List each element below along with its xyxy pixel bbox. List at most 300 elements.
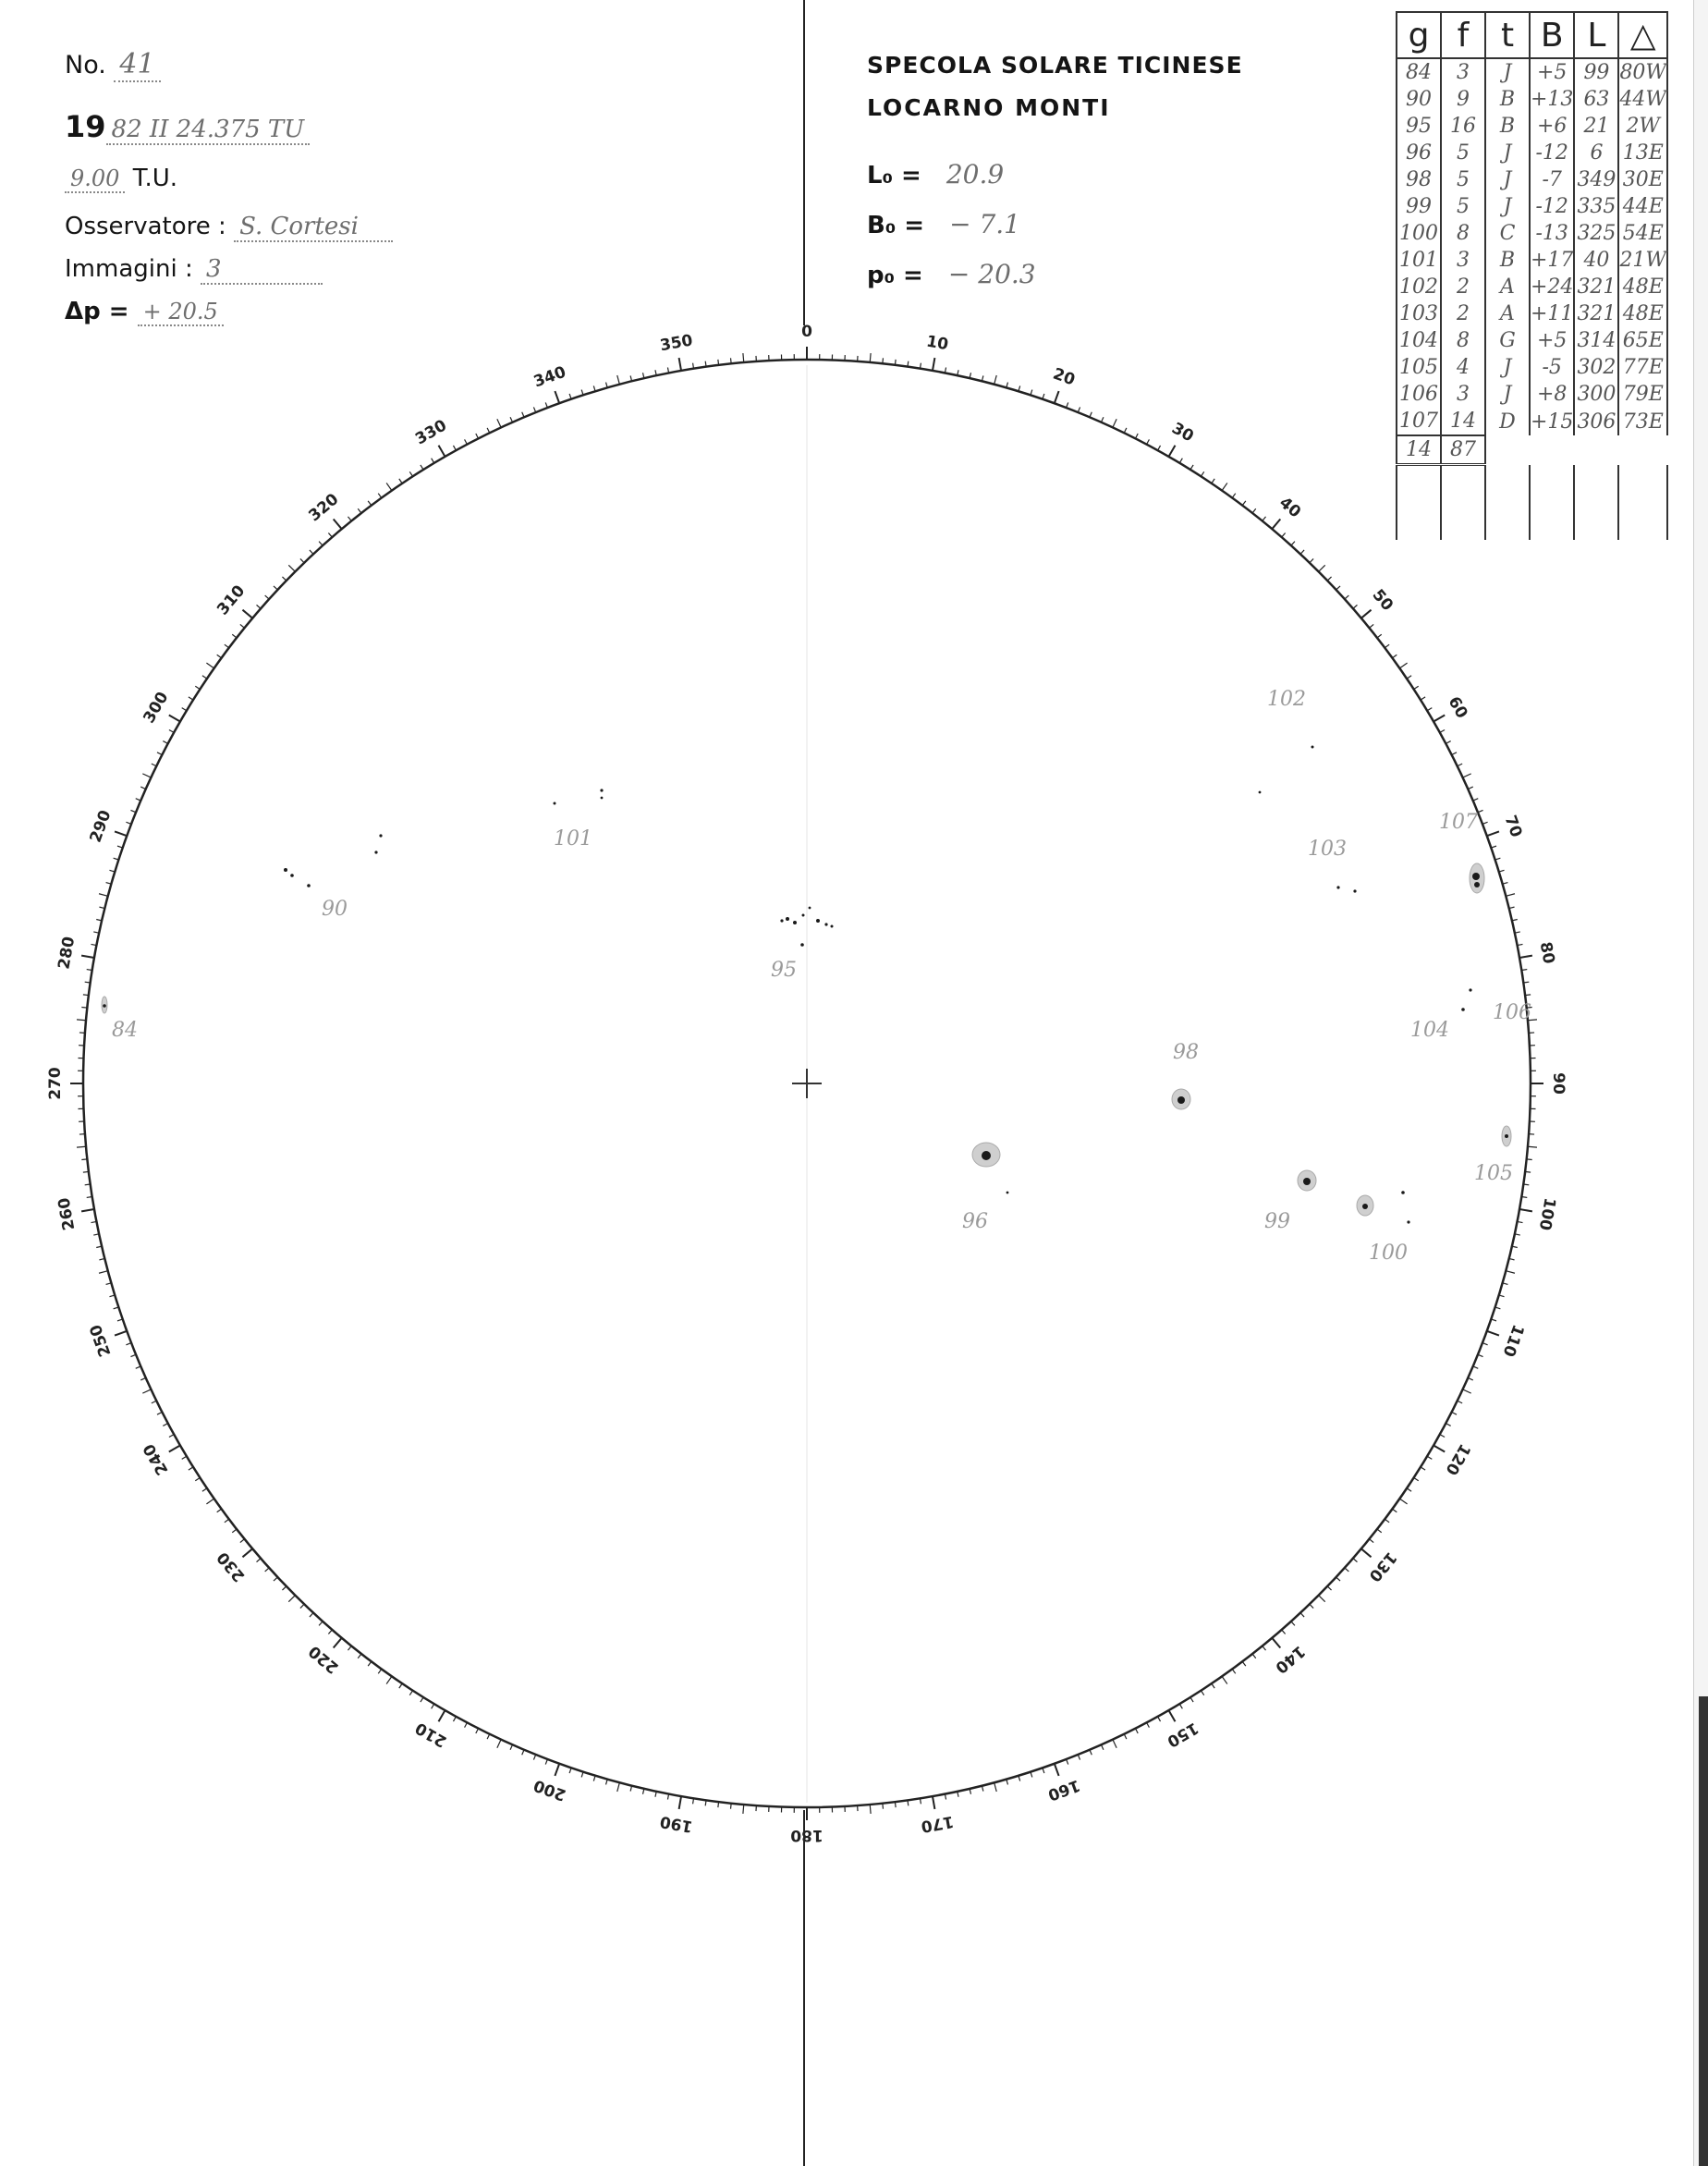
dial-tick (1169, 1710, 1176, 1721)
dial-tick (1222, 483, 1227, 490)
dial-tick (1055, 391, 1059, 403)
dial-tick (743, 1805, 744, 1814)
dial-tick (1392, 1509, 1397, 1512)
dial-tick (679, 358, 681, 371)
table-cell: 99 (1574, 58, 1618, 86)
dial-label: 80 (1535, 940, 1558, 966)
dial-tick (109, 870, 115, 872)
table-cell: 104 (1397, 327, 1441, 354)
table-cell: 100 (1397, 220, 1441, 247)
dial-tick (1463, 774, 1471, 777)
dial-tick (1327, 1586, 1331, 1590)
dial-tick (142, 774, 151, 777)
dial-label: 10 (924, 332, 950, 355)
dial-tick (1327, 577, 1331, 581)
table-cell: 321 (1574, 300, 1618, 327)
dial-tick (1385, 1519, 1389, 1523)
dial-tick (358, 508, 361, 513)
table-cell: 16 (1441, 113, 1485, 140)
dial-tick (421, 1697, 423, 1702)
table-cell: 96 (1397, 140, 1441, 166)
dial-tick (1242, 501, 1246, 506)
dial-tick (870, 1805, 871, 1814)
dial-tick (368, 501, 372, 506)
dial-tick (432, 459, 434, 463)
col-t: t (1485, 12, 1530, 58)
dial-tick (1427, 1456, 1432, 1459)
dial-label: 210 (412, 1718, 450, 1751)
dial-tick (157, 753, 162, 755)
dial-tick (1222, 1676, 1227, 1683)
dial-tick (870, 353, 871, 362)
dial-label: 200 (531, 1775, 569, 1805)
dial-tick (257, 605, 262, 608)
dial-tick (743, 353, 744, 362)
L0-value: 20.9 (946, 159, 1005, 190)
sunspot-umbra (554, 802, 556, 805)
dial-tick (895, 1802, 896, 1807)
dial-tick (386, 483, 392, 490)
table-cell: 5 (1441, 140, 1485, 166)
sunspot-umbra (1312, 746, 1314, 749)
dial-tick (994, 1782, 997, 1792)
table-cell: 79E (1618, 381, 1667, 408)
sunspot-umbra (379, 834, 382, 837)
table-cell: 30E (1618, 166, 1667, 193)
dial-tick (487, 1734, 490, 1739)
table-cell: 8 (1441, 327, 1485, 354)
dial-tick (908, 361, 909, 367)
dial-tick (1506, 1271, 1515, 1274)
table-cell: 8 (1441, 220, 1485, 247)
table-cell: -7 (1530, 166, 1574, 193)
P0-value: − 20.3 (947, 259, 1036, 289)
dial-tick (1446, 741, 1450, 744)
dial-tick (1282, 533, 1286, 538)
group-number-label: 105 (1474, 1162, 1513, 1185)
sunspot-umbra (1353, 889, 1356, 892)
dial-label: 40 (1275, 493, 1305, 522)
dial-tick (1310, 1604, 1313, 1608)
no-value: 41 (114, 48, 160, 82)
group-number-label: 103 (1308, 838, 1347, 861)
table-cell: 107 (1397, 408, 1441, 435)
table-cell: 321 (1574, 274, 1618, 300)
sunspot-umbra (600, 789, 603, 791)
table-cell: 349 (1574, 166, 1618, 193)
dial-tick (1353, 605, 1358, 608)
dial-label: 180 (790, 1826, 824, 1844)
dial-tick (282, 1586, 286, 1590)
dial-tick (1463, 1389, 1471, 1393)
dial-tick (731, 358, 732, 363)
dial-label: 140 (1271, 1641, 1309, 1677)
dial-tick (85, 982, 91, 983)
institution-location: LOCARNO MONTI (867, 94, 1111, 121)
sunspot-umbra (780, 919, 783, 922)
dial-tick (310, 1613, 313, 1617)
col-L: L (1574, 12, 1618, 58)
sunspot-umbra (1407, 1220, 1409, 1223)
dial-tick (1263, 1646, 1266, 1651)
table-cell: D (1485, 408, 1530, 435)
group-number-label: 106 (1493, 1001, 1531, 1024)
dial-tick (83, 1171, 89, 1172)
table-cell: 21W (1619, 249, 1667, 272)
dial-tick (310, 550, 313, 554)
table-cell: 101 (1397, 247, 1441, 274)
table-cell: 48E (1618, 300, 1667, 327)
sunspot-umbra (1472, 873, 1480, 880)
table-cell: 103 (1397, 300, 1441, 327)
table-cell: J (1485, 58, 1530, 86)
dial-label: 290 (86, 807, 116, 846)
dial-tick (1135, 1729, 1138, 1733)
dial-tick (1370, 1539, 1374, 1543)
B0-value: − 7.1 (949, 209, 1020, 239)
time-value: 9.00 (65, 165, 125, 193)
table-cell: +5 (1530, 58, 1574, 86)
dial-tick (555, 391, 559, 403)
dial-tick (288, 1596, 295, 1602)
table-cell: J (1485, 381, 1530, 408)
dial-tick (421, 465, 423, 470)
dial-tick (465, 439, 468, 444)
dial-tick (182, 1456, 187, 1459)
dial-tick (109, 1295, 115, 1297)
dial-label: 120 (1441, 1440, 1474, 1478)
dial-tick (206, 663, 214, 668)
dial-tick (1487, 831, 1499, 836)
table-cell: 306 (1574, 408, 1618, 435)
group-number-label: 102 (1267, 688, 1306, 711)
dial-tick (169, 1446, 180, 1452)
sunspot-umbra (1336, 886, 1339, 888)
table-cell: 3 (1441, 247, 1485, 274)
table-cell: 21 (1574, 113, 1618, 140)
dial-tick (1336, 1577, 1340, 1581)
dial-tick (1440, 1435, 1445, 1438)
table-cell: 9 (1441, 86, 1485, 113)
table-cell: B (1485, 86, 1530, 113)
dial-tick (1452, 1412, 1457, 1414)
dial-tick (994, 375, 997, 385)
table-cell: 335 (1574, 193, 1618, 220)
dial-tick (83, 995, 89, 996)
dial-tick (1252, 508, 1256, 513)
dial-tick (189, 697, 193, 700)
dial-tick (257, 1559, 262, 1562)
dial-tick (439, 1710, 445, 1721)
dial-tick (319, 542, 323, 545)
table-cell: B (1485, 113, 1530, 140)
dial-tick (1434, 716, 1445, 722)
dial-tick (169, 729, 174, 732)
dial-tick (240, 1539, 245, 1543)
dial-tick (1353, 1559, 1358, 1562)
dial-tick (1124, 1734, 1127, 1739)
dial-tick (1158, 446, 1161, 450)
dial-tick (77, 1146, 86, 1147)
table-cell: A (1485, 274, 1530, 300)
sunspot-umbra (290, 874, 294, 877)
dial-tick (217, 1509, 222, 1512)
dial-tick (1169, 446, 1176, 457)
dial-tick (617, 375, 620, 385)
dial-tick (1506, 894, 1515, 897)
dial-tick (288, 565, 295, 571)
dial-tick (1212, 479, 1214, 483)
sunspot-umbra (802, 914, 805, 917)
table-cell: +15 (1530, 408, 1574, 435)
dial-tick (1158, 1717, 1161, 1721)
dial-tick (1345, 1568, 1348, 1572)
table-cell: 99 (1397, 193, 1441, 220)
dial-tick (328, 533, 332, 538)
images-value: 3 (201, 255, 323, 285)
dial-tick (1523, 982, 1529, 983)
table-cell: 5 (1441, 193, 1485, 220)
dial-tick (1336, 586, 1340, 590)
group-number-label: 95 (771, 959, 797, 982)
dial-tick (1345, 595, 1348, 599)
dial-label: 350 (658, 331, 695, 356)
dial-tick (152, 1401, 156, 1403)
dial-label: 110 (1498, 1321, 1528, 1360)
dial-tick (1407, 676, 1411, 679)
dial-label: 0 (801, 323, 812, 341)
dial-label: 60 (1444, 693, 1471, 722)
table-cell: 325 (1574, 220, 1618, 247)
table-cell: +24 (1531, 275, 1574, 299)
dial-tick (1414, 1477, 1419, 1480)
dial-tick (476, 1729, 479, 1733)
table-cell: 105 (1397, 354, 1441, 381)
table-cell: 13E (1618, 140, 1667, 166)
dial-tick (142, 1389, 151, 1393)
dial-tick (163, 1424, 167, 1426)
sunspot-umbra (601, 797, 604, 800)
dial-tick (731, 1804, 732, 1809)
sunspot-umbra (1401, 1191, 1405, 1194)
table-cell: J (1485, 166, 1530, 193)
dial-tick (1527, 1159, 1532, 1160)
sunspot-umbra (1177, 1096, 1185, 1104)
dial-tick (115, 831, 127, 836)
dial-tick (1113, 419, 1116, 427)
table-cell: 314 (1574, 327, 1618, 354)
dial-label: 130 (1364, 1548, 1400, 1585)
table-cell: 98 (1397, 166, 1441, 193)
table-cell: 44E (1618, 193, 1667, 220)
dial-tick (476, 434, 479, 438)
dial-tick (81, 956, 94, 958)
table-cell: 95 (1397, 113, 1441, 140)
dial-tick (81, 1008, 87, 1009)
group-number-label: 100 (1369, 1242, 1408, 1265)
dial-tick (1458, 1401, 1462, 1403)
sunspot-umbra (1474, 882, 1480, 887)
table-cell: +8 (1530, 381, 1574, 408)
dial-tick (593, 1776, 595, 1781)
col-f: f (1441, 12, 1485, 58)
dial-tick (1399, 1499, 1407, 1504)
table-total-cell: 87 (1441, 435, 1485, 465)
table-total-cell: 14 (1397, 435, 1441, 465)
dial-tick (378, 494, 382, 498)
dial-tick (1201, 471, 1203, 476)
dial-tick (1252, 1654, 1256, 1658)
dial-tick (1272, 1638, 1280, 1648)
table-cell: +13 (1531, 88, 1574, 111)
group-number-label: 99 (1264, 1210, 1290, 1233)
B0-label: B₀ = (867, 212, 925, 239)
dial-tick (115, 1331, 127, 1336)
group-number-label: 107 (1439, 811, 1478, 834)
dial-tick (189, 1467, 193, 1470)
dial-tick (157, 1412, 162, 1414)
table-cell: 73E (1618, 408, 1667, 435)
sunspot-umbra (103, 1004, 106, 1008)
dial-tick (679, 1796, 681, 1809)
table-cell: J (1485, 140, 1530, 166)
dial-tick (883, 1804, 884, 1809)
year-prefix: 19 (65, 109, 106, 144)
dial-tick (1282, 1630, 1286, 1634)
dial-tick (1179, 1704, 1182, 1708)
dial-tick (1190, 1697, 1193, 1702)
dial-tick (1421, 1467, 1425, 1470)
dial-label: 300 (140, 689, 173, 727)
dial-tick (399, 1683, 402, 1688)
dial-tick (1232, 494, 1236, 498)
dial-label: 340 (531, 362, 569, 392)
dial-label: 30 (1168, 419, 1197, 447)
sunspot-umbra (1469, 988, 1471, 991)
table-cell: B (1485, 247, 1530, 274)
dial-label: 270 (46, 1067, 65, 1100)
dial-tick (265, 595, 269, 599)
dial-tick (487, 428, 490, 433)
dial-tick (169, 1435, 174, 1438)
dial-tick (1458, 764, 1462, 766)
dial-label: 220 (305, 1641, 343, 1677)
dial-tick (453, 1717, 456, 1721)
dial-tick (1499, 870, 1505, 872)
L0-label: L₀ = (867, 162, 921, 190)
date-value: 82 II 24.375 TU (106, 116, 311, 145)
dial-tick (1499, 1295, 1505, 1297)
dial-tick (274, 586, 277, 590)
table-cell: 106 (1397, 381, 1441, 408)
table-cell: 3 (1441, 58, 1485, 86)
dial-tick (497, 419, 501, 427)
dial-tick (439, 446, 445, 457)
P0-label: p₀ = (867, 262, 923, 289)
table-cell: -5 (1530, 354, 1574, 381)
dial-tick (240, 624, 245, 628)
dial-tick (1370, 624, 1374, 628)
dial-label: 260 (55, 1195, 79, 1232)
dial-tick (453, 446, 456, 450)
sunspot-umbra (1006, 1192, 1009, 1194)
dial-tick (378, 1669, 382, 1673)
table-cell: 90 (1397, 86, 1441, 113)
col-delta: △ (1618, 12, 1667, 58)
dial-tick (1487, 1331, 1499, 1336)
dial-tick (1190, 465, 1193, 470)
dial-tick (1452, 753, 1457, 755)
dial-tick (1427, 708, 1432, 711)
dial-tick (1525, 1171, 1531, 1172)
group-number-label: 96 (962, 1210, 988, 1233)
dial-tick (1407, 1488, 1411, 1491)
dial-label: 50 (1368, 585, 1397, 615)
dial-tick (328, 1630, 332, 1634)
table-cell: J (1485, 193, 1530, 220)
table-cell: +11 (1531, 302, 1574, 325)
dial-tick (1446, 1424, 1450, 1426)
images-label: Immagini : (65, 255, 193, 283)
dial-tick (1361, 1548, 1372, 1557)
dp-value: + 20.5 (138, 299, 224, 326)
dial-tick (1201, 1691, 1203, 1695)
table-cell: 2W (1618, 113, 1667, 140)
table-cell: 14 (1441, 408, 1485, 435)
group-number-label: 84 (112, 1019, 138, 1042)
dial-tick (497, 1740, 501, 1748)
dial-tick (465, 1722, 468, 1727)
dial-tick (265, 1568, 269, 1572)
dial-tick (182, 708, 187, 711)
dial-tick (1291, 542, 1295, 545)
group-number-label: 101 (554, 827, 592, 850)
dial-tick (1414, 686, 1419, 689)
sunspot-umbra (307, 884, 311, 887)
dial-tick (1291, 1621, 1295, 1625)
dial-tick (1124, 428, 1127, 433)
sunspot-umbra (1461, 1008, 1465, 1011)
dial-tick (1319, 565, 1325, 571)
dial-tick (242, 610, 252, 618)
table-cell: -13 (1530, 220, 1574, 247)
dial-tick (1525, 995, 1531, 996)
dial-tick (1147, 1722, 1150, 1727)
dial-tick (202, 676, 207, 679)
dial-tick (274, 1577, 277, 1581)
dial-tick (705, 1800, 706, 1805)
time-unit: T.U. (132, 165, 178, 192)
table-cell: 84 (1397, 58, 1441, 86)
dial-tick (593, 385, 595, 391)
dial-tick (1300, 550, 1304, 554)
dial-tick (718, 1802, 719, 1807)
dial-tick (1392, 655, 1397, 658)
sunspot-umbra (1362, 1204, 1368, 1209)
dial-tick (242, 1548, 252, 1557)
table-cell: 2 (1441, 300, 1485, 327)
table-cell: G (1485, 327, 1530, 354)
dial-label: 310 (214, 581, 250, 619)
dial-tick (1385, 644, 1389, 648)
sunspot-umbra (1303, 1178, 1311, 1185)
dial-label: 90 (1549, 1072, 1568, 1095)
dial-tick (368, 1661, 372, 1666)
dial-tick (1519, 956, 1532, 958)
sunspot-umbra (816, 919, 820, 923)
observer-value: S. Cortesi (234, 213, 393, 242)
dial-tick (232, 634, 237, 638)
